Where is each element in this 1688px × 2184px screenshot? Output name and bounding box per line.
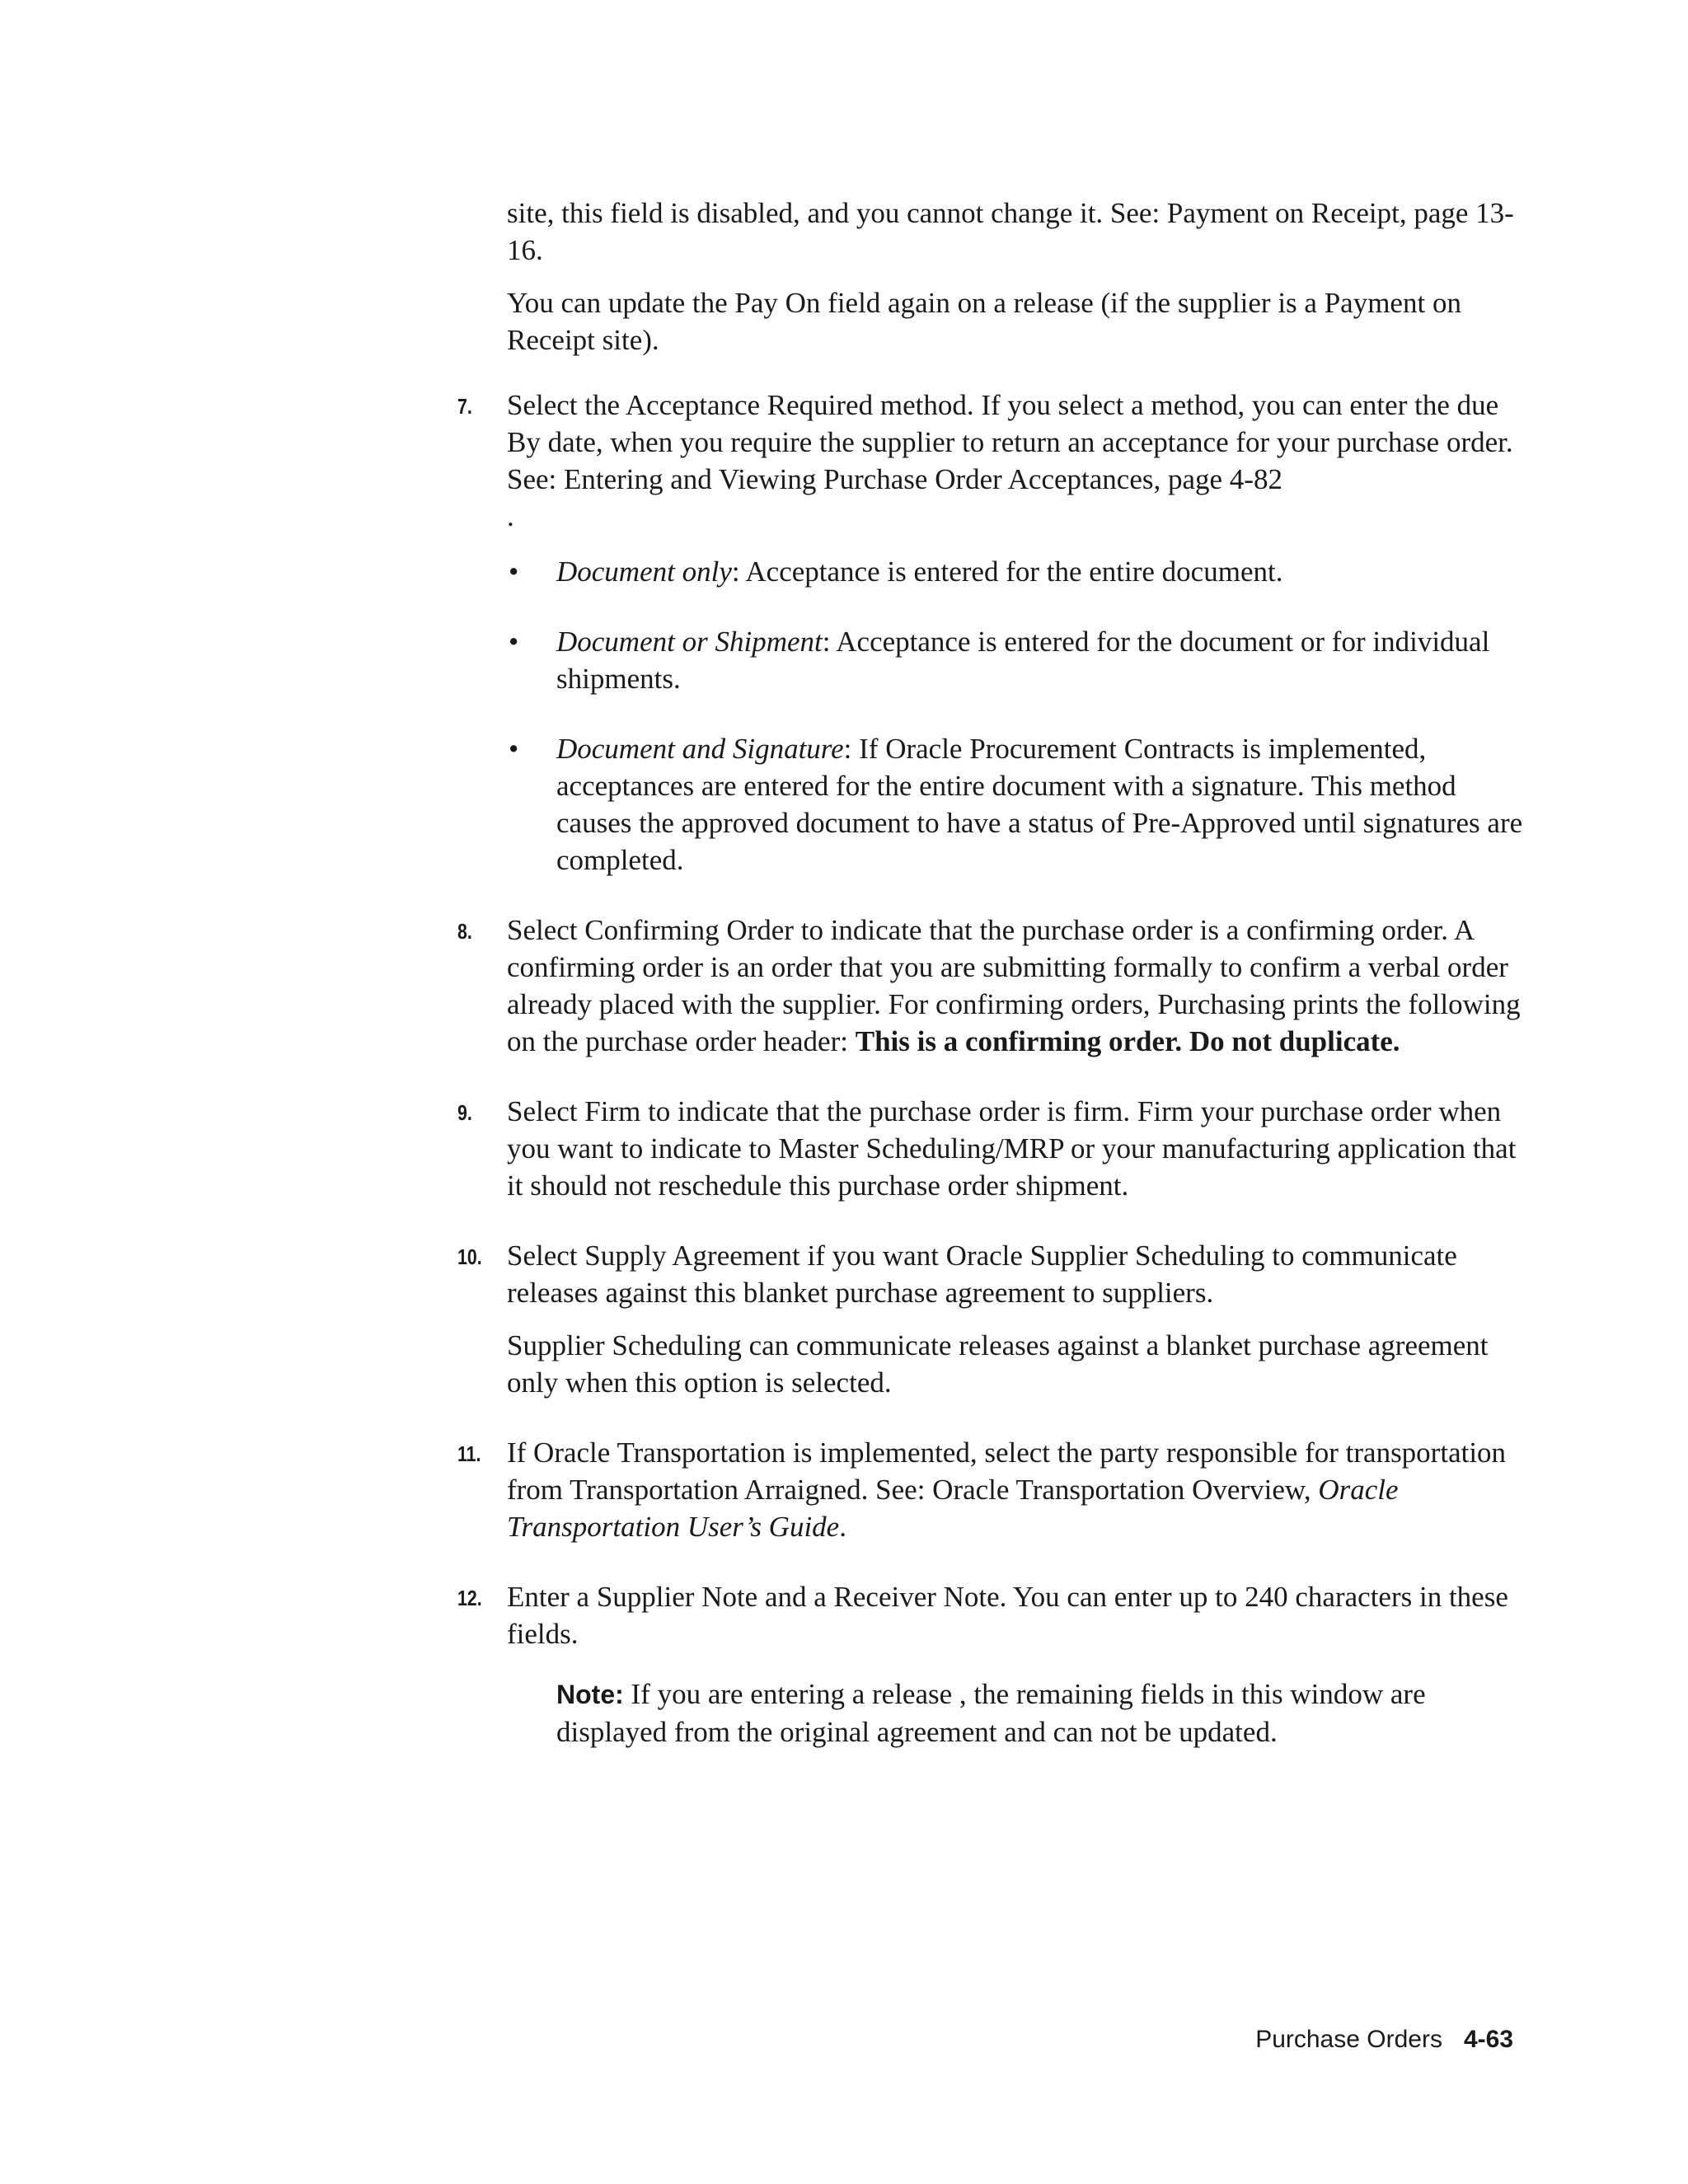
page-footer bbox=[1255, 2023, 1513, 2056]
bullet-icon: • bbox=[509, 733, 519, 765]
continuation-paragraph-1: site, this field is disabled, and you cannot change it. See: Payment on Receipt, page 13-16. bbox=[507, 197, 1514, 266]
note-block bbox=[556, 1675, 1529, 1750]
acceptance-methods-list bbox=[507, 553, 1529, 879]
step-number: 9. bbox=[457, 1100, 472, 1125]
page-number: 4-63 bbox=[1463, 2026, 1513, 2053]
bullet-term: Document and Signature bbox=[556, 733, 844, 765]
bullet-description: : If Oracle Procurement Contracts is implemented, acceptances are entered for the entire document with a signature. This method causes the approved document to have a status of Pre-Approved until signatures are completed. bbox=[556, 733, 1523, 876]
step-11 bbox=[457, 1434, 1529, 1545]
page-content bbox=[457, 194, 1529, 1750]
list-item bbox=[507, 553, 1529, 590]
note-label: Note: bbox=[556, 1680, 624, 1709]
step-11-text: If Oracle Transportation is implemented, select the party responsible for transportation from Transportation Arraigned. See: Oracle Transportation Overview, Oracle Transportation User’s Guide. bbox=[507, 1436, 1507, 1543]
step-9 bbox=[457, 1093, 1529, 1204]
bullet-term: Document or Shipment bbox=[556, 626, 823, 658]
continuation-paragraph-2: You can update the Pay On field again on a release (if the supplier is a Payment on Receipt site). bbox=[507, 287, 1461, 356]
continuation-block bbox=[507, 194, 1529, 359]
step-8 bbox=[457, 912, 1529, 1060]
step-10-text: Select Supply Agreement if you want Oracle Supplier Scheduling to communicate releases against this blanket purchase agreement to suppliers. bbox=[507, 1240, 1457, 1309]
step-10 bbox=[457, 1237, 1529, 1401]
step-10-text-2: Supplier Scheduling can communicate releases against a blanket purchase agreement only when this option is selected. bbox=[507, 1329, 1489, 1399]
confirming-order-notice: This is a confirming order. Do not duplicate. bbox=[855, 1025, 1400, 1057]
step-7-text: Select the Acceptance Required method. If you select a method, you can enter the due By date, when you require the supplier to return an acceptance for your purchase order. See: Entering and Viewing Purchase Order Acceptances, page 4-82 . bbox=[507, 389, 1513, 532]
list-item bbox=[507, 730, 1529, 879]
bullet-icon: • bbox=[509, 626, 519, 658]
guide-title: Oracle Transportation User’s Guide bbox=[507, 1474, 1399, 1543]
list-item bbox=[507, 623, 1529, 697]
step-number: 11. bbox=[457, 1441, 481, 1466]
step-7 bbox=[457, 387, 1529, 879]
note-text: If you are entering a release , the remaining fields in this window are displayed from the original agreement and can not be updated. bbox=[556, 1678, 1426, 1748]
step-12-text: Enter a Supplier Note and a Receiver Note. You can enter up to 240 characters in these fields. bbox=[507, 1581, 1508, 1650]
bullet-term: Document only bbox=[556, 555, 732, 588]
step-number: 7. bbox=[457, 394, 472, 419]
step-number: 12. bbox=[457, 1586, 482, 1610]
bullet-icon: • bbox=[509, 555, 519, 588]
step-8-text: Select Confirming Order to indicate that the purchase order is a confirming order. A confirming order is an order that you are submitting formally to confirm a verbal order already placed with the supplier. For confirming orders, Purchasing prints the following on the purchase order header: This is a confirming order. Do not duplicate. bbox=[507, 914, 1521, 1057]
step-12 bbox=[457, 1578, 1529, 1750]
step-number: 10. bbox=[457, 1244, 482, 1269]
step-9-text: Select Firm to indicate that the purchase order is firm. Firm your purchase order when you want to indicate to Master Scheduling/MRP or your manufacturing application that it should not reschedule this purchase order shipment. bbox=[507, 1095, 1517, 1202]
bullet-description: : Acceptance is entered for the document or for individual shipments. bbox=[556, 626, 1490, 695]
step-number: 8. bbox=[457, 919, 472, 944]
bullet-description: : Acceptance is entered for the entire document. bbox=[731, 555, 1283, 588]
footer-section-title: Purchase Orders bbox=[1255, 2026, 1442, 2053]
